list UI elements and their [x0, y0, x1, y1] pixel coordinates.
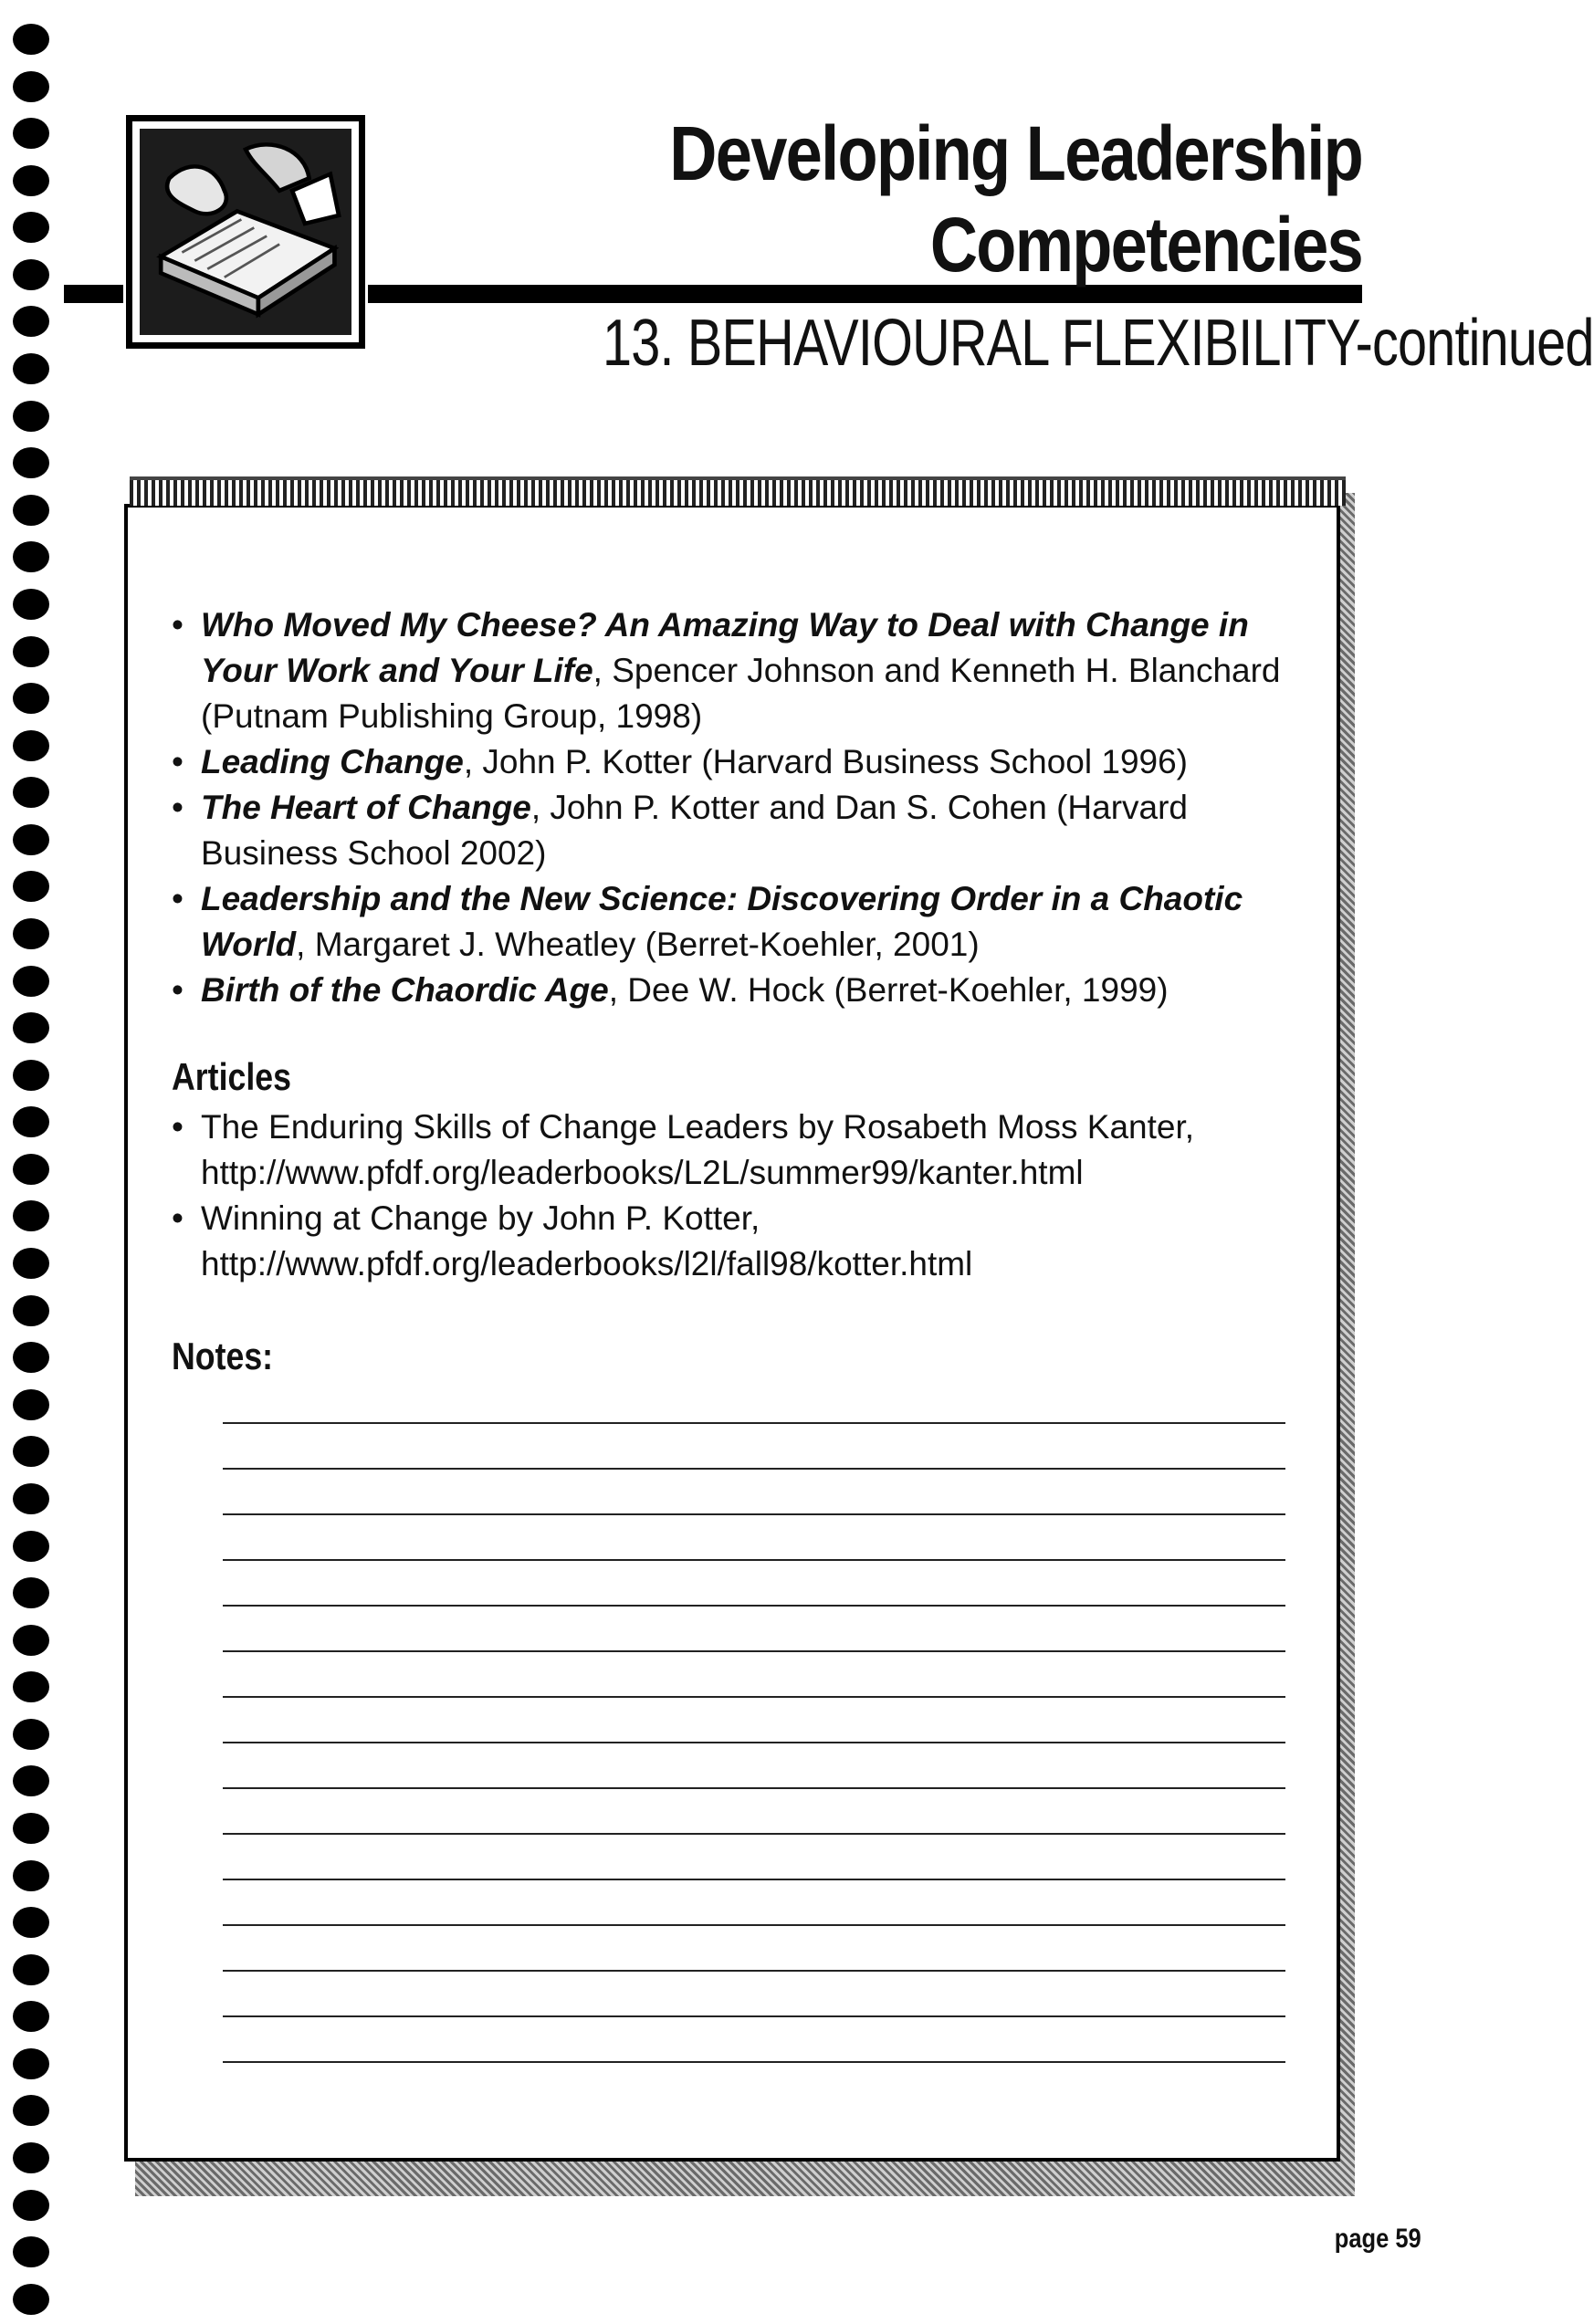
article-text: Winning at Change by John P. Kotter,: [201, 1199, 760, 1237]
bullet: •: [172, 789, 184, 826]
binding-hole: [13, 2284, 49, 2315]
book-title: Birth of the Chaordic Age: [201, 971, 609, 1009]
note-line: [223, 1742, 1285, 1743]
book-title: Who Moved My Cheese? An Amazing Way to Deal with Change in Your Work and Your Life: [201, 606, 1249, 689]
binding-hole: [13, 2001, 49, 2032]
binding-hole: [13, 1907, 49, 1938]
note-line: [223, 1650, 1285, 1652]
book-details: , John P. Kotter (Harvard Business School 1996): [463, 743, 1188, 780]
title-line-1: Developing Leadership: [669, 110, 1362, 196]
binding-hole: [13, 401, 49, 432]
article-link[interactable]: http://www.pfdf.org/leaderbooks/L2L/summer99/kanter.html: [201, 1154, 1084, 1191]
note-line: [223, 1970, 1285, 1972]
binding-hole: [13, 1012, 49, 1043]
binding-hole: [13, 1577, 49, 1608]
book-title: Leadership and the New Science: Discovering Order in a Chaotic World: [201, 880, 1243, 963]
binding-hole: [13, 966, 49, 997]
bullet: •: [172, 743, 184, 780]
note-line: [223, 1559, 1285, 1561]
binding-hole: [13, 2048, 49, 2079]
section-subtitle: 13. BEHAVIOURAL FLEXIBILITY-continued: [603, 307, 1594, 380]
note-line: [223, 1468, 1285, 1470]
bullet: •: [172, 606, 184, 644]
card-content: [172, 602, 1304, 1384]
book-details: , Margaret J. Wheatley (Berret-Koehler, 2001): [296, 926, 980, 963]
binding-hole: [13, 1106, 49, 1137]
notes-lines: [223, 1422, 1285, 2107]
binding-hole: [13, 1719, 49, 1750]
binding-hole: [13, 71, 49, 102]
article-item: [172, 1104, 1304, 1196]
binding-hole: [13, 2142, 49, 2173]
binding-hole: [13, 2236, 49, 2267]
binding-hole: [13, 1248, 49, 1279]
binding-hole: [13, 683, 49, 714]
article-item: [172, 1196, 1304, 1287]
binding-hole: [13, 1813, 49, 1844]
book-item: [172, 739, 1304, 785]
binding-hole: [13, 1483, 49, 1514]
book-item: [172, 968, 1304, 1013]
binding-hole: [13, 1671, 49, 1702]
logo-background: [140, 129, 351, 335]
binding-hole: [13, 1389, 49, 1420]
binding-hole: [13, 306, 49, 337]
book-details: , John P. Kotter and Dan S. Cohen (Harvard Business School 2002): [201, 789, 1188, 872]
binding-hole: [13, 165, 49, 196]
binding-hole: [13, 777, 49, 808]
bullet: •: [172, 971, 184, 1009]
note-line: [223, 1513, 1285, 1515]
note-line: [223, 1422, 1285, 1424]
card-top-edge: [130, 476, 1346, 506]
binding-hole: [13, 495, 49, 526]
binding-hole: [13, 1154, 49, 1185]
binding-hole: [13, 1954, 49, 1985]
binding-hole: [13, 1060, 49, 1091]
book-item: [172, 785, 1304, 876]
book-details: , Spencer Johnson and Kenneth H. Blanchard (Putnam Publishing Group, 1998): [201, 652, 1281, 735]
note-line: [223, 1924, 1285, 1926]
book-details: , Dee W. Hock (Berret-Koehler, 1999): [608, 971, 1169, 1009]
note-line: [223, 1605, 1285, 1607]
note-line: [223, 1696, 1285, 1698]
binding-hole: [13, 636, 49, 667]
header-logo: [126, 115, 365, 349]
binding-hole: [13, 24, 49, 55]
note-line: [223, 2061, 1285, 2063]
note-line: [223, 1787, 1285, 1789]
binding-hole: [13, 2095, 49, 2126]
spiral-binding: [13, 24, 57, 2315]
articles-heading: Articles: [172, 1055, 291, 1098]
binding-hole: [13, 118, 49, 149]
bullet: •: [172, 1108, 184, 1146]
binding-hole: [13, 589, 49, 620]
binding-hole: [13, 871, 49, 902]
note-line: [223, 1833, 1285, 1835]
binding-hole: [13, 1295, 49, 1326]
binding-hole: [13, 212, 49, 243]
article-link[interactable]: http://www.pfdf.org/leaderbooks/l2l/fall98/kotter.html: [201, 1245, 973, 1282]
binding-hole: [13, 353, 49, 384]
article-text: The Enduring Skills of Change Leaders by Rosabeth Moss Kanter,: [201, 1108, 1195, 1146]
binding-hole: [13, 2190, 49, 2221]
binding-hole: [13, 730, 49, 761]
title-line-2: Competencies: [929, 202, 1362, 288]
binding-hole: [13, 918, 49, 949]
note-line: [223, 2015, 1285, 2017]
binding-hole: [13, 824, 49, 855]
binding-hole: [13, 1765, 49, 1796]
binding-hole: [13, 541, 49, 572]
notes-heading: Notes:: [172, 1335, 274, 1377]
book-item: [172, 602, 1304, 739]
binding-hole: [13, 1860, 49, 1891]
book-list: [172, 602, 1304, 1013]
note-line: [223, 1879, 1285, 1880]
binding-hole: [13, 259, 49, 290]
article-list: [172, 1104, 1304, 1287]
binding-hole: [13, 1200, 49, 1231]
binding-hole: [13, 447, 49, 478]
book-item: [172, 876, 1304, 968]
open-book-icon: [140, 129, 351, 335]
bullet: •: [172, 1199, 184, 1237]
book-title: The Heart of Change: [201, 789, 531, 826]
page-number: page 59: [1335, 2224, 1421, 2254]
binding-hole: [13, 1436, 49, 1467]
book-title: Leading Change: [201, 743, 464, 780]
page-title: [577, 108, 1362, 290]
binding-hole: [13, 1625, 49, 1656]
bullet: •: [172, 880, 184, 917]
binding-hole: [13, 1531, 49, 1562]
binding-hole: [13, 1342, 49, 1373]
